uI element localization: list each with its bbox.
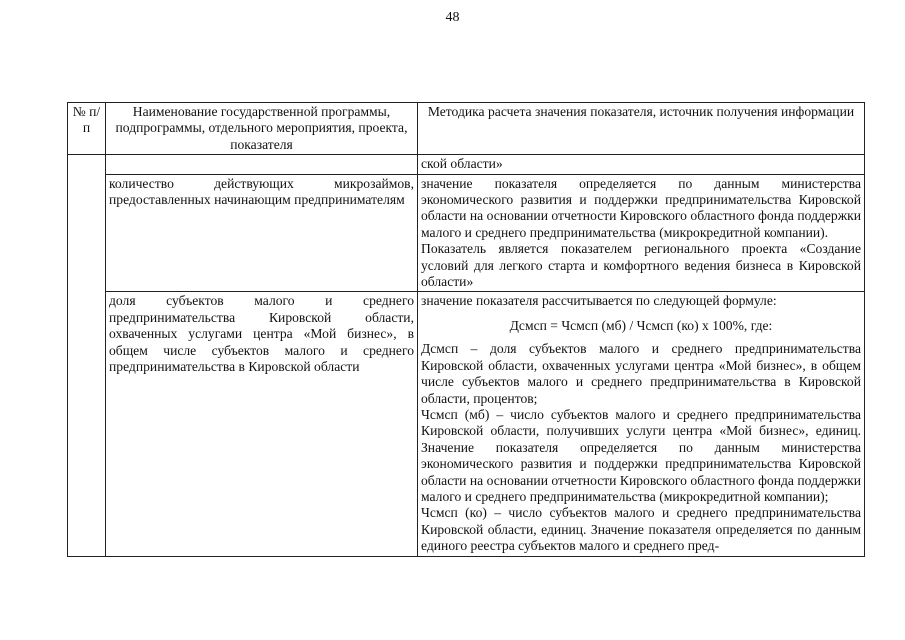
table-row <box>68 292 865 556</box>
row-method-cell <box>418 174 865 292</box>
row-method-cell <box>418 292 865 556</box>
method-paragraph: Чсмсп (мб) – число субъектов малого и среднего предпринимательства Кировской области, получивших услуги центра «Мой бизнес», единиц. Значение показателя определяется по данным министерства экономического развития и поддержки предпринимательства Кировской области на основании отчетности Кировского областного фонда поддержки малого и среднего предпринимательства (микрокредитной компании); <box>421 406 861 504</box>
row-method-cell <box>418 155 865 174</box>
method-paragraph: Показатель является показателем регионального проекта «Создание условий для легкого старта и комфортного ведения бизнеса в Кировской области» <box>421 241 861 290</box>
page-number: 48 <box>445 10 460 25</box>
row-name-cell: количество действующих микрозаймов, предоставленных начинающим предпринимателям <box>106 174 418 292</box>
table-row <box>68 174 865 292</box>
table-header-row <box>68 103 865 155</box>
row-name-cell <box>106 155 418 174</box>
header-num: № п/п <box>68 103 106 155</box>
methodology-table <box>67 102 865 557</box>
method-intro: значение показателя рассчитывается по следующей формуле: <box>421 293 777 309</box>
formula: Дсмсп = Чсмсп (мб) / Чсмсп (ко) x 100%, где: <box>509 317 773 333</box>
table-row <box>68 155 865 174</box>
method-paragraph: Чсмсп (ко) – число субъектов малого и среднего предпринимательства Кировской области, единиц. Значение показателя определяется по данным единого реестра субъектов малого и среднего пред- <box>421 505 861 554</box>
method-paragraph: значение показателя определяется по данным министерства экономического развития и поддержки предпринимательства Кировской области на основании отчетности Кировского областного фонда поддержки малого и среднего предпринимательства (микрокредитной компании). <box>421 175 861 240</box>
row-name-cell: доля субъектов малого и среднего предпринимательства Кировской области, охваченных услугами центра «Мой бизнес», в общем числе субъектов малого и среднего предпринимательства в Кировской области <box>106 292 418 556</box>
method-paragraph: Дсмсп – доля субъектов малого и среднего предпринимательства Кировской области, охваченных услугами центра «Мой бизнес», в общем числе субъектов малого и среднего предпринимательства в Кировской области, процентов; <box>421 341 861 406</box>
row-num-cell <box>68 155 106 556</box>
header-method: Методика расчета значения показателя, источник получения информации <box>418 103 865 155</box>
header-name: Наименование государственной программы, подпрограммы, отдельного мероприятия, проекта, показателя <box>106 103 418 155</box>
method-paragraph: ской области» <box>421 156 503 172</box>
